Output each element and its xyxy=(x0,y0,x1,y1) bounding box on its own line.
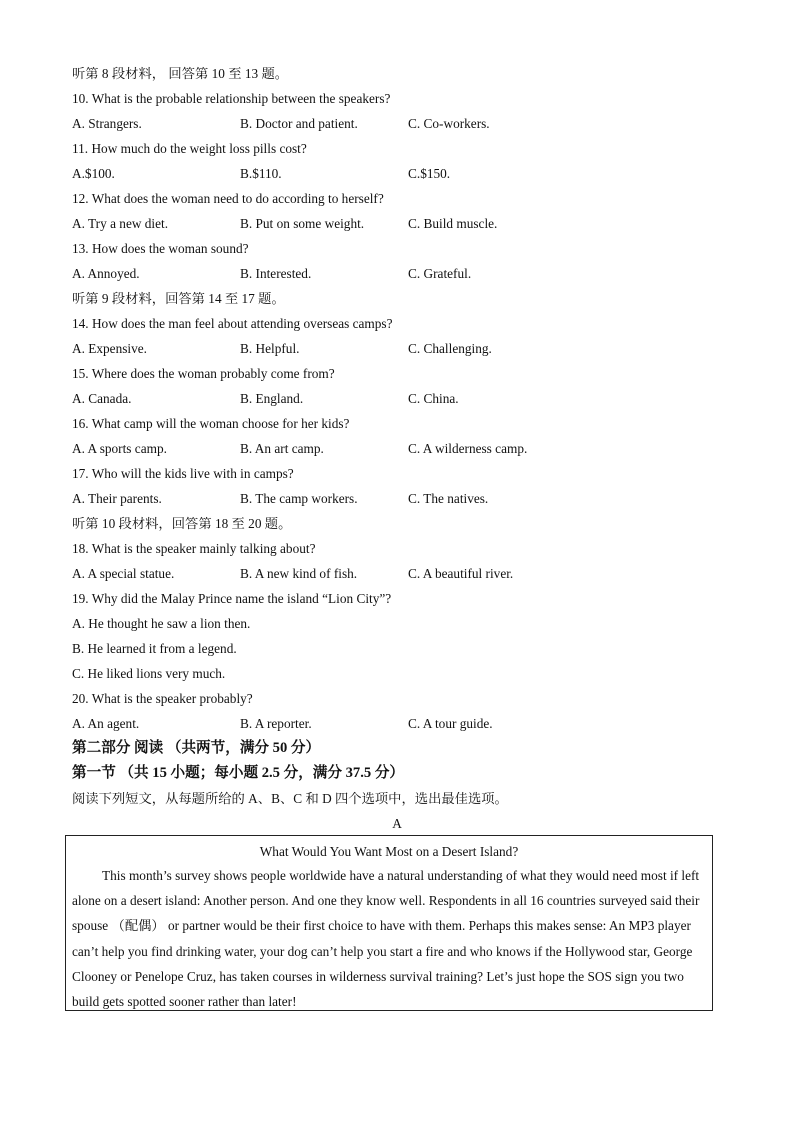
question-20-option-a: A. An agent. xyxy=(72,716,140,731)
question-10-stem: 10. What is the probable relationship between the speakers? xyxy=(72,91,391,106)
question-11-option-c: C.$150. xyxy=(408,166,451,181)
question-14-option-a: A. Expensive. xyxy=(72,341,147,356)
reading-section-heading: 第一节 （共 15 小题；每小题 2.5 分，满分 37.5 分） xyxy=(72,765,405,781)
question-19-option-a: A. He thought he saw a lion then. xyxy=(72,616,251,631)
question-16-option-c: C. A wilderness camp. xyxy=(408,441,528,456)
question-12-option-c: C. Build muscle. xyxy=(408,216,498,231)
question-12-option-a: A. Try a new diet. xyxy=(72,216,169,231)
question-17-option-c: C. The natives. xyxy=(408,491,489,506)
reading-part-heading: 第二部分 阅读 （共两节，满分 50 分） xyxy=(72,740,321,756)
passage-box xyxy=(65,835,713,1011)
question-16-stem: 16. What camp will the woman choose for her kids? xyxy=(72,416,350,431)
question-17-option-a: A. Their parents. xyxy=(72,491,162,506)
question-13-option-b: B. Interested. xyxy=(240,266,312,281)
question-11-stem: 11. How much do the weight loss pills cost? xyxy=(72,141,307,156)
question-17-stem: 17. Who will the kids live with in camps? xyxy=(72,466,294,481)
question-19-option-c: C. He liked lions very much. xyxy=(72,666,226,681)
question-14-option-b: B. Helpful. xyxy=(240,341,300,356)
question-13-option-c: C. Grateful. xyxy=(408,266,472,281)
question-11-option-a: A.$100. xyxy=(72,166,115,181)
question-18-option-a: A. A special statue. xyxy=(72,566,175,581)
section-9-instruction: 听第 9 段材料，回答第 14 至 17 题。 xyxy=(72,291,285,306)
question-11-option-b: B.$110. xyxy=(240,166,282,181)
question-12-option-b: B. Put on some weight. xyxy=(240,216,365,231)
question-15-option-b: B. England. xyxy=(240,391,304,406)
question-20-stem: 20. What is the speaker probably? xyxy=(72,691,253,706)
question-13-option-a: A. Annoyed. xyxy=(72,266,140,281)
question-19-option-b: B. He learned it from a legend. xyxy=(72,641,237,656)
question-15-option-a: A. Canada. xyxy=(72,391,132,406)
question-14-option-c: C. Challenging. xyxy=(408,341,492,356)
question-16-option-a: A. A sports camp. xyxy=(72,441,167,456)
question-10-option-c: C. Co-workers. xyxy=(408,116,490,131)
question-18-option-c: C. A beautiful river. xyxy=(408,566,514,581)
section-8-instruction: 听第 8 段材料， 回答第 10 至 13 题。 xyxy=(72,66,289,81)
section-10-instruction: 听第 10 段材料，回答第 18 至 20 题。 xyxy=(72,516,292,531)
question-10-option-a: A. Strangers. xyxy=(72,116,142,131)
question-15-stem: 15. Where does the woman probably come from? xyxy=(72,366,335,381)
passage-title: What Would You Want Most on a Desert Island? xyxy=(259,844,519,859)
question-14-stem: 14. How does the man feel about attending overseas camps? xyxy=(72,316,393,331)
passage-body: This month’s survey shows people worldwide have a natural understanding of what they would need most if left alone on a desert island: Another person. And one they know well. Respondents in all 16 countries surveyed said their spouse （配偶） or partner would be their first choice to have with them. Perhaps this makes sense: An MP3 player can’t help you find drinking water, your dog can’t help you start a fire and who knows if the Hollywood star, George Clooney or Penelope Cruz, has taken courses in wilderness survival training? Let’s just hope the SOS sign you two build gets spotted sooner rather than later! xyxy=(72,868,700,1010)
question-13-stem: 13. How does the woman sound? xyxy=(72,241,249,256)
question-10-option-b: B. Doctor and patient. xyxy=(240,116,358,131)
question-20-option-b: B. A reporter. xyxy=(240,716,312,731)
question-16-option-b: B. An art camp. xyxy=(240,441,324,456)
question-15-option-c: C. China. xyxy=(408,391,459,406)
question-18-stem: 18. What is the speaker mainly talking about? xyxy=(72,541,316,556)
passage-letter: A xyxy=(392,816,402,831)
question-20-option-c: C. A tour guide. xyxy=(408,716,493,731)
question-19-stem: 19. Why did the Malay Prince name the island “Lion City”? xyxy=(72,591,392,606)
question-18-option-b: B. A new kind of fish. xyxy=(240,566,358,581)
question-12-stem: 12. What does the woman need to do according to herself? xyxy=(72,191,384,206)
reading-instruction: 阅读下列短文，从每题所给的 A、B、C 和 D 四个选项中，选出最佳选项。 xyxy=(72,791,508,806)
question-17-option-b: B. The camp workers. xyxy=(240,491,358,506)
